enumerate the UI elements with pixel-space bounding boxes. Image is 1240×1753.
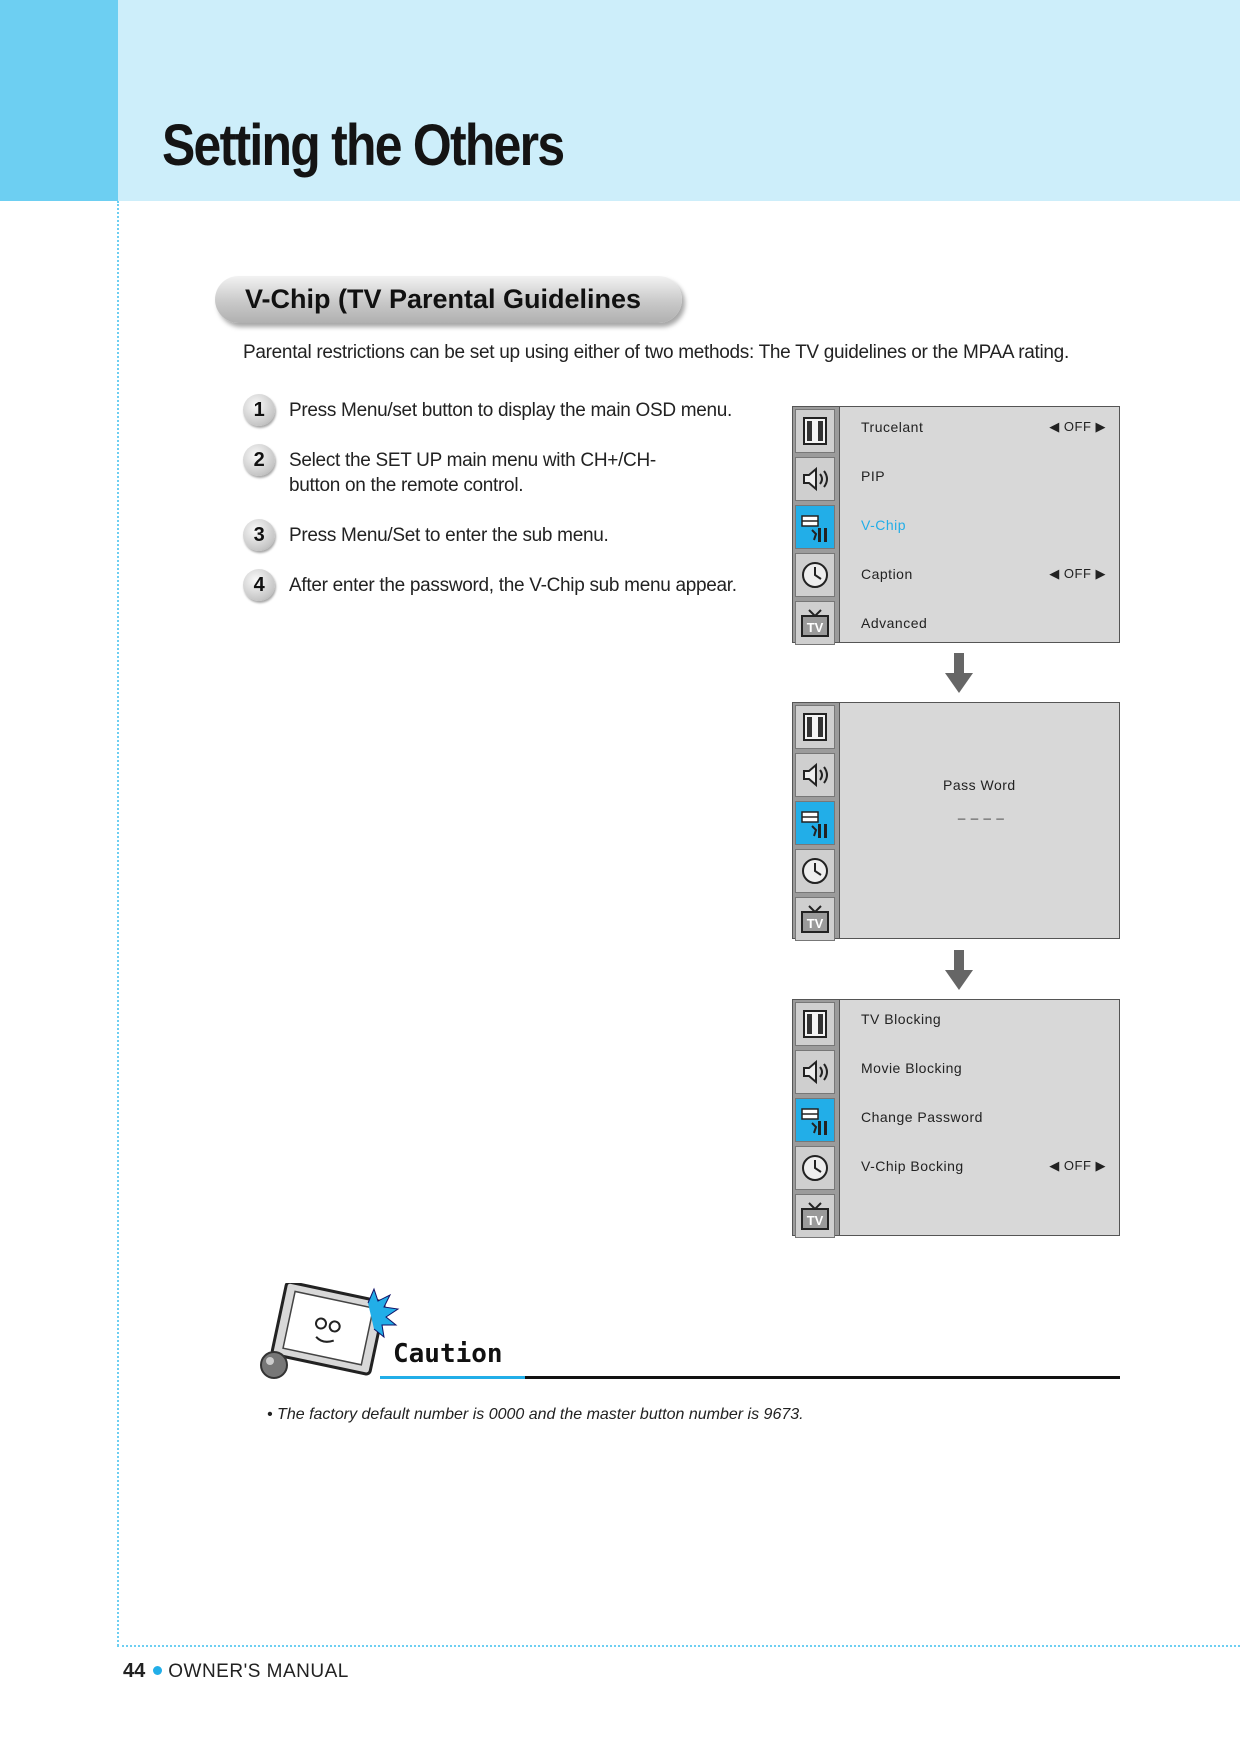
timer-icon[interactable] (795, 553, 835, 597)
menu-item-label: TV Blocking (861, 1011, 942, 1027)
password-label: Pass Word (943, 777, 1016, 793)
menu-item-label: V-Chip (861, 517, 907, 533)
tv-icon[interactable] (795, 1194, 835, 1238)
setup-icon[interactable] (795, 505, 835, 549)
password-input[interactable]: _ _ _ _ (958, 805, 1005, 820)
menu-item-tv-blocking[interactable] (861, 1011, 1106, 1027)
step-number: 4 (243, 569, 275, 601)
tv-icon[interactable] (795, 601, 835, 645)
menu-item-v-chip[interactable] (861, 517, 1106, 533)
step-text: Press Menu/set button to display the main OSD menu. (289, 400, 733, 421)
picture-icon[interactable] (795, 705, 835, 749)
sound-icon[interactable] (795, 1050, 835, 1094)
menu-item-advanced[interactable] (861, 615, 1106, 631)
menu-item-value: ◀ OFF ▶ (1049, 1158, 1106, 1173)
page-footer (123, 1660, 349, 1683)
menu-item-change-password[interactable] (861, 1109, 1106, 1125)
step-number: 2 (243, 444, 275, 476)
menu-item-label: Trucelant (861, 419, 924, 435)
menu-item-label: Advanced (861, 615, 928, 631)
down-arrow-icon (945, 950, 973, 990)
osd-icon-rail (793, 703, 840, 938)
menu-item-label: Movie Blocking (861, 1060, 963, 1076)
osd-icon-rail (793, 1000, 840, 1235)
menu-item-movie-blocking[interactable] (861, 1060, 1106, 1076)
picture-icon[interactable] (795, 1002, 835, 1046)
menu-item-value: ◀ OFF ▶ (1049, 566, 1106, 581)
section-heading-pill (215, 276, 682, 323)
header-accent-block (0, 0, 118, 201)
page-title: Setting the Others (162, 113, 564, 178)
svg-text:TV: TV (806, 1213, 824, 1228)
osd-icon-rail (793, 407, 840, 642)
section-heading: V-Chip (TV Parental Guidelines (245, 284, 642, 314)
osd-main-menu (792, 406, 1120, 643)
timer-icon[interactable] (795, 1146, 835, 1190)
footer-dotted-line (117, 1645, 1240, 1647)
svg-text:TV: TV (806, 916, 824, 931)
osd-password-menu (792, 702, 1120, 939)
osd-vchip-menu (792, 999, 1120, 1236)
menu-item-caption[interactable] (861, 566, 1106, 582)
sound-icon[interactable] (795, 457, 835, 501)
caution-title: Caution (393, 1339, 503, 1369)
step-number: 3 (243, 519, 275, 551)
svg-text:TV: TV (806, 620, 824, 635)
step-text: Select the SET UP main menu with CH+/CH- button on the remote control. (289, 450, 656, 496)
menu-item-label: V-Chip Bocking (861, 1158, 964, 1174)
menu-item-label: Change Password (861, 1109, 983, 1125)
caution-mascot-icon (248, 1283, 408, 1383)
picture-icon[interactable] (795, 409, 835, 453)
caution-divider-accent (380, 1376, 525, 1379)
intro-text: Parental restrictions can be set up using either of two methods: The TV guidelines or the MPAA rating. (243, 342, 1069, 363)
menu-item-label: PIP (861, 468, 886, 484)
down-arrow-icon (945, 653, 973, 693)
caution-note: • The factory default number is 0000 and the master button number is 9673. (267, 1406, 804, 1423)
tv-icon[interactable] (795, 897, 835, 941)
menu-item-trucelant[interactable] (861, 419, 1106, 435)
menu-item-pip[interactable] (861, 468, 1106, 484)
page-number: 44 (123, 1660, 146, 1682)
sound-icon[interactable] (795, 753, 835, 797)
menu-item-v-chip-bocking[interactable] (861, 1158, 1106, 1174)
menu-item-value: ◀ OFF ▶ (1049, 419, 1106, 434)
step-text: Press Menu/Set to enter the sub menu. (289, 525, 609, 546)
setup-icon[interactable] (795, 1098, 835, 1142)
margin-dotted-line (117, 201, 119, 1646)
footer-label: OWNER'S MANUAL (168, 1661, 349, 1682)
footer-bullet-icon (153, 1666, 162, 1675)
step-text: After enter the password, the V-Chip sub menu appear. (289, 575, 737, 596)
setup-icon[interactable] (795, 801, 835, 845)
timer-icon[interactable] (795, 849, 835, 893)
step-number: 1 (243, 394, 275, 426)
menu-item-label: Caption (861, 566, 913, 582)
